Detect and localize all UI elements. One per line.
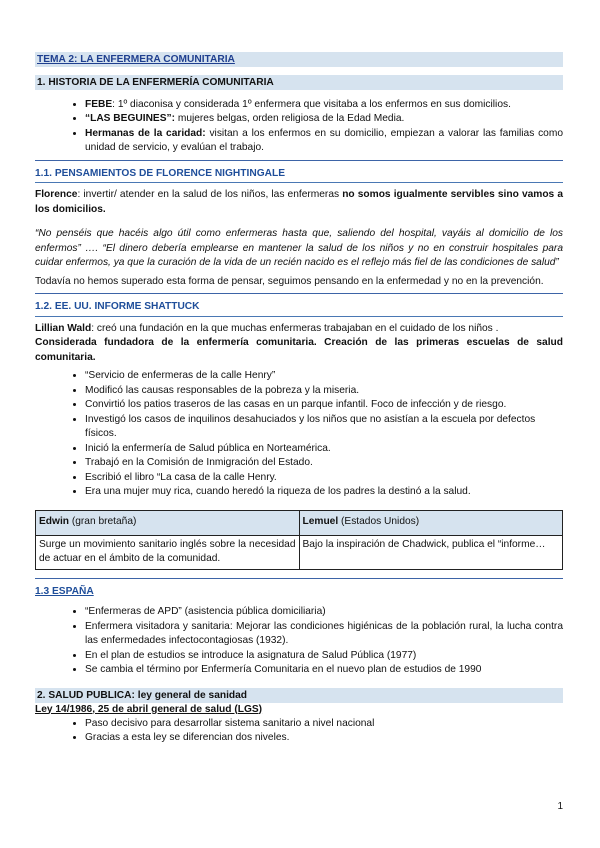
list-item: • En el plan de estudios se introduce la asignatura de Salud Pública (1977)	[85, 649, 563, 663]
section-2-list	[35, 717, 563, 746]
section-2-title: 2. SALUD PUBLICA: ley general de sanidad	[35, 688, 563, 703]
florence-paragraph: Florence: invertir/ atender en la salud de los niños, las enfermeras no somos igualmente servibles sino vamos a los domicilios.	[35, 189, 564, 215]
list-item: • Investigó los casos de inquilinos desahuciados y los niños que no asistían a la escuela por defectos físicos.	[85, 413, 563, 442]
list-item: • Enfermera visitadora y sanitaria: Mejorar las condiciones higiénicas de la población rural, la lucha contra las enfermedades infectocontagiosas (1932).	[85, 620, 563, 649]
table-header-row	[36, 510, 563, 535]
section-1-2-list	[35, 369, 563, 499]
list-item: • Inició la enfermería de Salud pública en Norteamérica.	[85, 442, 563, 456]
list-item: • Convirtió los patios traseros de las casas en un parque infantil. Foco de infección y de riesgo.	[85, 398, 563, 412]
section-1-list	[35, 98, 563, 156]
list-item: • Hermanas de la caridad: visitan a los enfermos en su domicilio, empiezan a valorar las familias como unidad de servicio, y evalúan el trabajo.	[85, 127, 563, 156]
wald-paragraph: Lillian Wald: creó una fundación en la que muchas enfermeras trabajaban en el cuidado de los niños . Considerada fundadora de la enfermería comunitaria. Creación de las primeras escuelas de salud comunitaria.	[35, 322, 563, 363]
list-item: • Modificó las causas responsables de la pobreza y la miseria.	[85, 384, 563, 398]
table-header-cell: Edwin (gran bretaña)	[36, 510, 300, 535]
nightingale-quote: “No penséis que hacéis algo útil como enfermeras hasta que, saliendo del hospital, vayáis al domicilio de los enfermos” …. “El dinero debería emplearse en mantener la salud de los niños y no en construir hospitales para cuidar enfermos, ya que la curación de la vida de un recién nacido es el reflejo más fiel de las condiciones de salud”	[35, 228, 563, 269]
table-row	[36, 535, 563, 569]
law-title: Ley 14/1986, 25 de abril general de salud (LGS)	[35, 703, 263, 715]
list-item: • Se cambia el término por Enfermería Comunitaria en el nuevo plan de estudios de 1990	[85, 663, 563, 677]
list-item: • Gracias a esta ley se diferencian dos niveles.	[85, 731, 563, 745]
divider	[35, 578, 563, 579]
section-1-title: 1. HISTORIA DE LA ENFERMERÍA COMUNITARIA	[35, 75, 563, 90]
list-item: • “Enfermeras de APD” (asistencia pública domiciliaria)	[85, 605, 563, 619]
list-item: • Era una mujer muy rica, cuando heredó la riqueza de los padres la destinó a la salud.	[85, 485, 563, 499]
section-1-3-title: 1.3 ESPAÑA	[35, 585, 94, 597]
table-header-cell: Lemuel (Estados Unidos)	[299, 510, 563, 535]
list-item: • Paso decisivo para desarrollar sistema sanitario a nivel nacional	[85, 717, 563, 731]
table-cell: Bajo la inspiración de Chadwick, publica el “informe…	[299, 535, 563, 569]
page-number: 1	[557, 801, 563, 812]
section-1-3-list	[35, 605, 563, 677]
tema-title: TEMA 2: LA ENFERMERA COMUNITARIA	[35, 52, 563, 67]
list-item: • Escribió el libro “La casa de la calle Henry.	[85, 471, 563, 485]
divider	[35, 293, 563, 294]
comparison-table	[35, 510, 563, 570]
table-cell: Surge un movimiento sanitario inglés sobre la necesidad de actuar en el ámbito de la comunidad.	[36, 535, 300, 569]
list-item: • “Servicio de enfermeras de la calle Henry”	[85, 369, 563, 383]
list-item: • Trabajó en la Comisión de Inmigración del Estado.	[85, 456, 563, 470]
section-1-2-title: 1.2. EE. UU. INFORME SHATTUCK	[35, 300, 563, 316]
list-item: • “LAS BEGUINES”: mujeres belgas, orden religiosa de la Edad Media.	[85, 112, 563, 126]
document-page	[35, 52, 563, 750]
prevention-paragraph: Todavía no hemos superado esta forma de pensar, seguimos pensando en la enfermedad y no en la prevención.	[35, 275, 544, 287]
section-1-1-title: 1.1. PENSAMIENTOS DE FLORENCE NIGHTINGALE	[35, 167, 563, 183]
list-item: • FEBE: 1º diaconisa y considerada 1º enfermera que visitaba a los enfermos en sus domicilios.	[85, 98, 563, 112]
divider	[35, 160, 563, 161]
